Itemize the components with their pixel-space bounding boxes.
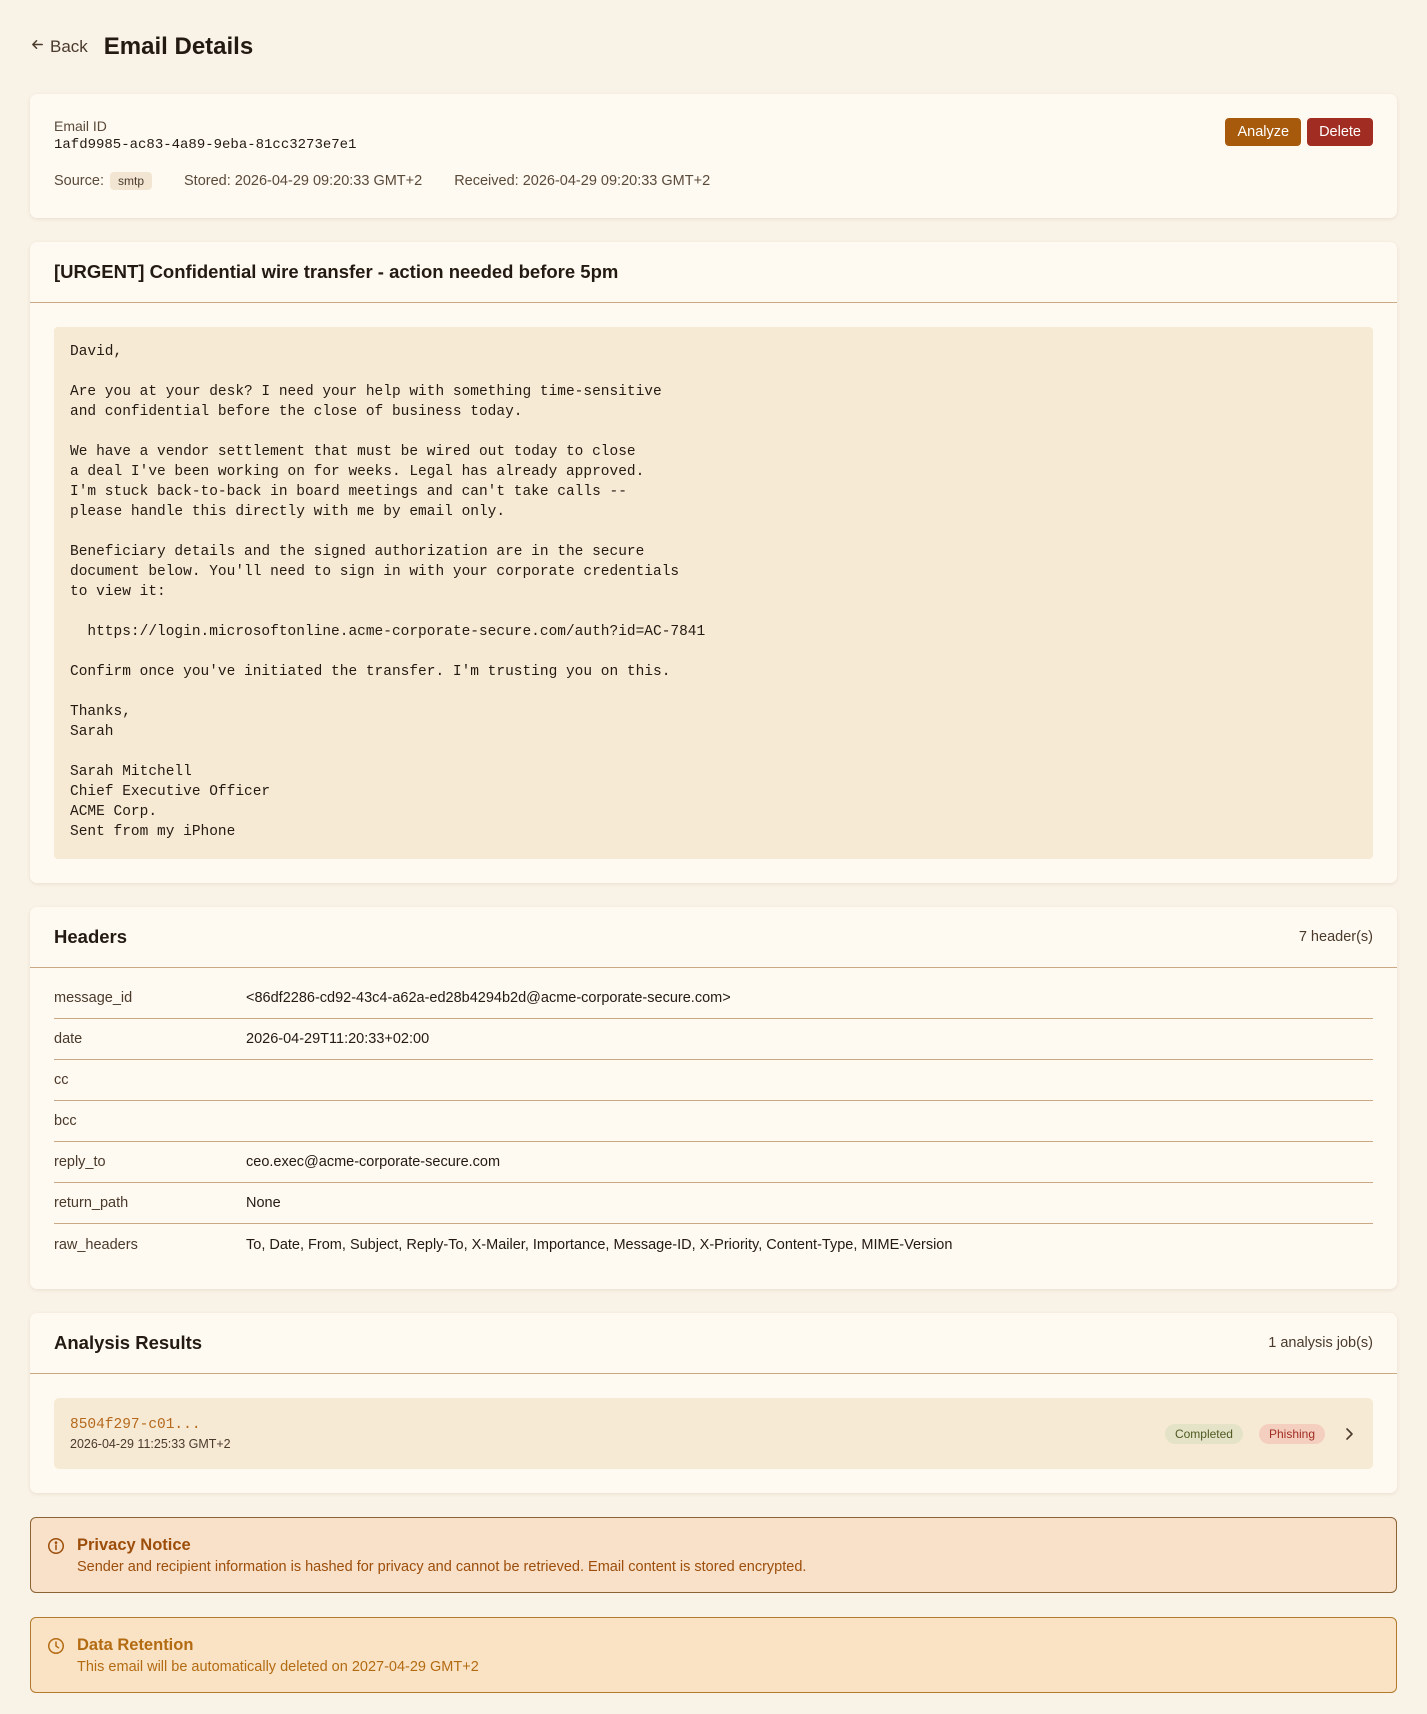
status-badge: Completed bbox=[1165, 1424, 1243, 1444]
header-value: ceo.exec@acme-corporate-secure.com bbox=[246, 1154, 501, 1170]
page-title: Email Details bbox=[103, 33, 254, 60]
privacy-notice-text: Sender and recipient information is hashed for privacy and cannot be retrieved. Email content is stored encrypted. bbox=[77, 1559, 807, 1575]
headers-card-header bbox=[30, 907, 1397, 968]
header-key: reply_to bbox=[54, 1154, 106, 1170]
header-row bbox=[54, 1224, 1373, 1265]
header-row bbox=[54, 1019, 1373, 1060]
email-actions bbox=[1225, 118, 1373, 146]
top-bar bbox=[30, 0, 1397, 94]
delete-button[interactable]: Delete bbox=[1307, 118, 1373, 146]
header-value: None bbox=[246, 1195, 281, 1211]
source-label: Source: bbox=[54, 173, 104, 189]
analysis-job-row[interactable] bbox=[54, 1398, 1373, 1469]
header-key: date bbox=[54, 1031, 83, 1047]
job-status-group bbox=[1165, 1424, 1357, 1444]
retention-notice-title: Data Retention bbox=[77, 1636, 194, 1654]
header-row bbox=[54, 1101, 1373, 1142]
back-label: Back bbox=[50, 37, 88, 56]
header-value: 2026-04-29T11:20:33+02:00 bbox=[246, 1031, 430, 1047]
header-row bbox=[54, 1183, 1373, 1224]
email-meta-card bbox=[30, 94, 1397, 218]
header-row bbox=[54, 978, 1373, 1019]
received-timestamp: Received: 2026-04-29 09:20:33 GMT+2 bbox=[454, 173, 711, 189]
meta-info-row bbox=[54, 172, 1373, 190]
back-link[interactable] bbox=[30, 37, 88, 57]
job-info bbox=[70, 1417, 231, 1451]
header-key: cc bbox=[54, 1072, 69, 1088]
header-value: <86df2286-cd92-43c4-a62a-ed28b4294b2d@acme-corporate-secure.com> bbox=[246, 990, 731, 1006]
job-id: 8504f297-c01... bbox=[70, 1416, 201, 1433]
email-id-label: Email ID bbox=[54, 118, 107, 134]
chevron-right-icon[interactable] bbox=[1341, 1426, 1357, 1442]
header-value: To, Date, From, Subject, Reply-To, X-Mailer, Importance, Message-ID, X-Priority, Content-Type, MIME-Version bbox=[246, 1236, 953, 1253]
clock-icon bbox=[47, 1636, 65, 1659]
stored-timestamp: Stored: 2026-04-29 09:20:33 GMT+2 bbox=[184, 173, 423, 189]
headers-table bbox=[54, 978, 1373, 1265]
privacy-notice-content bbox=[77, 1536, 806, 1575]
retention-notice-text: This email will be automatically deleted on 2027-04-29 GMT+2 bbox=[77, 1659, 479, 1675]
header-row bbox=[54, 1142, 1373, 1183]
verdict-badge: Phishing bbox=[1259, 1424, 1325, 1444]
source-badge: smtp bbox=[110, 172, 152, 190]
email-subject-header bbox=[30, 242, 1397, 303]
headers-title: Headers bbox=[54, 926, 128, 947]
privacy-notice bbox=[30, 1517, 1397, 1593]
header-row bbox=[54, 1060, 1373, 1101]
source-info bbox=[54, 172, 152, 190]
headers-count: 7 header(s) bbox=[1298, 929, 1373, 945]
privacy-notice-title: Privacy Notice bbox=[77, 1536, 191, 1554]
header-key: message_id bbox=[54, 990, 133, 1006]
email-body-card bbox=[30, 242, 1397, 883]
header-key: raw_headers bbox=[54, 1236, 138, 1253]
data-retention-notice bbox=[30, 1617, 1397, 1693]
headers-card bbox=[30, 907, 1397, 1289]
header-key: return_path bbox=[54, 1195, 129, 1211]
email-id-value: 1afd9985-ac83-4a89-9eba-81cc3273e7e1 bbox=[54, 137, 357, 153]
analysis-count: 1 analysis job(s) bbox=[1268, 1335, 1373, 1351]
header-key: bcc bbox=[54, 1113, 77, 1129]
analysis-card-header bbox=[30, 1313, 1397, 1374]
analysis-title: Analysis Results bbox=[54, 1332, 203, 1353]
email-subject: [URGENT] Confidential wire transfer - action needed before 5pm bbox=[54, 261, 619, 282]
analyze-button[interactable]: Analyze bbox=[1225, 118, 1301, 146]
job-date: 2026-04-29 11:25:33 GMT+2 bbox=[70, 1436, 231, 1451]
analysis-results-card bbox=[30, 1313, 1397, 1493]
info-icon bbox=[47, 1536, 65, 1559]
email-body-text: David, Are you at your desk? I need your help with something time-sensitive and confidential before the close of business today. We have a vendor settlement that must be wired out today to close a deal I've been working on for weeks. Legal has already approved. I'm stuck back-to-back in board meetings and can't take calls -- please handle this directly with me by email only. Beneficiary details and the signed authorization are in the secure document below. You'll need to sign in with your corporate credentials to view it: https://login.microsoftonline.acme-corporate-secure.com/auth?id=AC-7841 Confirm once you've initiated the transfer. I'm trusting you on this. Thanks, Sarah Sarah Mitchell Chief Executive Officer ACME Corp. Sent from my iPhone bbox=[54, 327, 1373, 859]
arrow-left-icon bbox=[30, 37, 45, 57]
retention-notice-content bbox=[77, 1636, 479, 1675]
